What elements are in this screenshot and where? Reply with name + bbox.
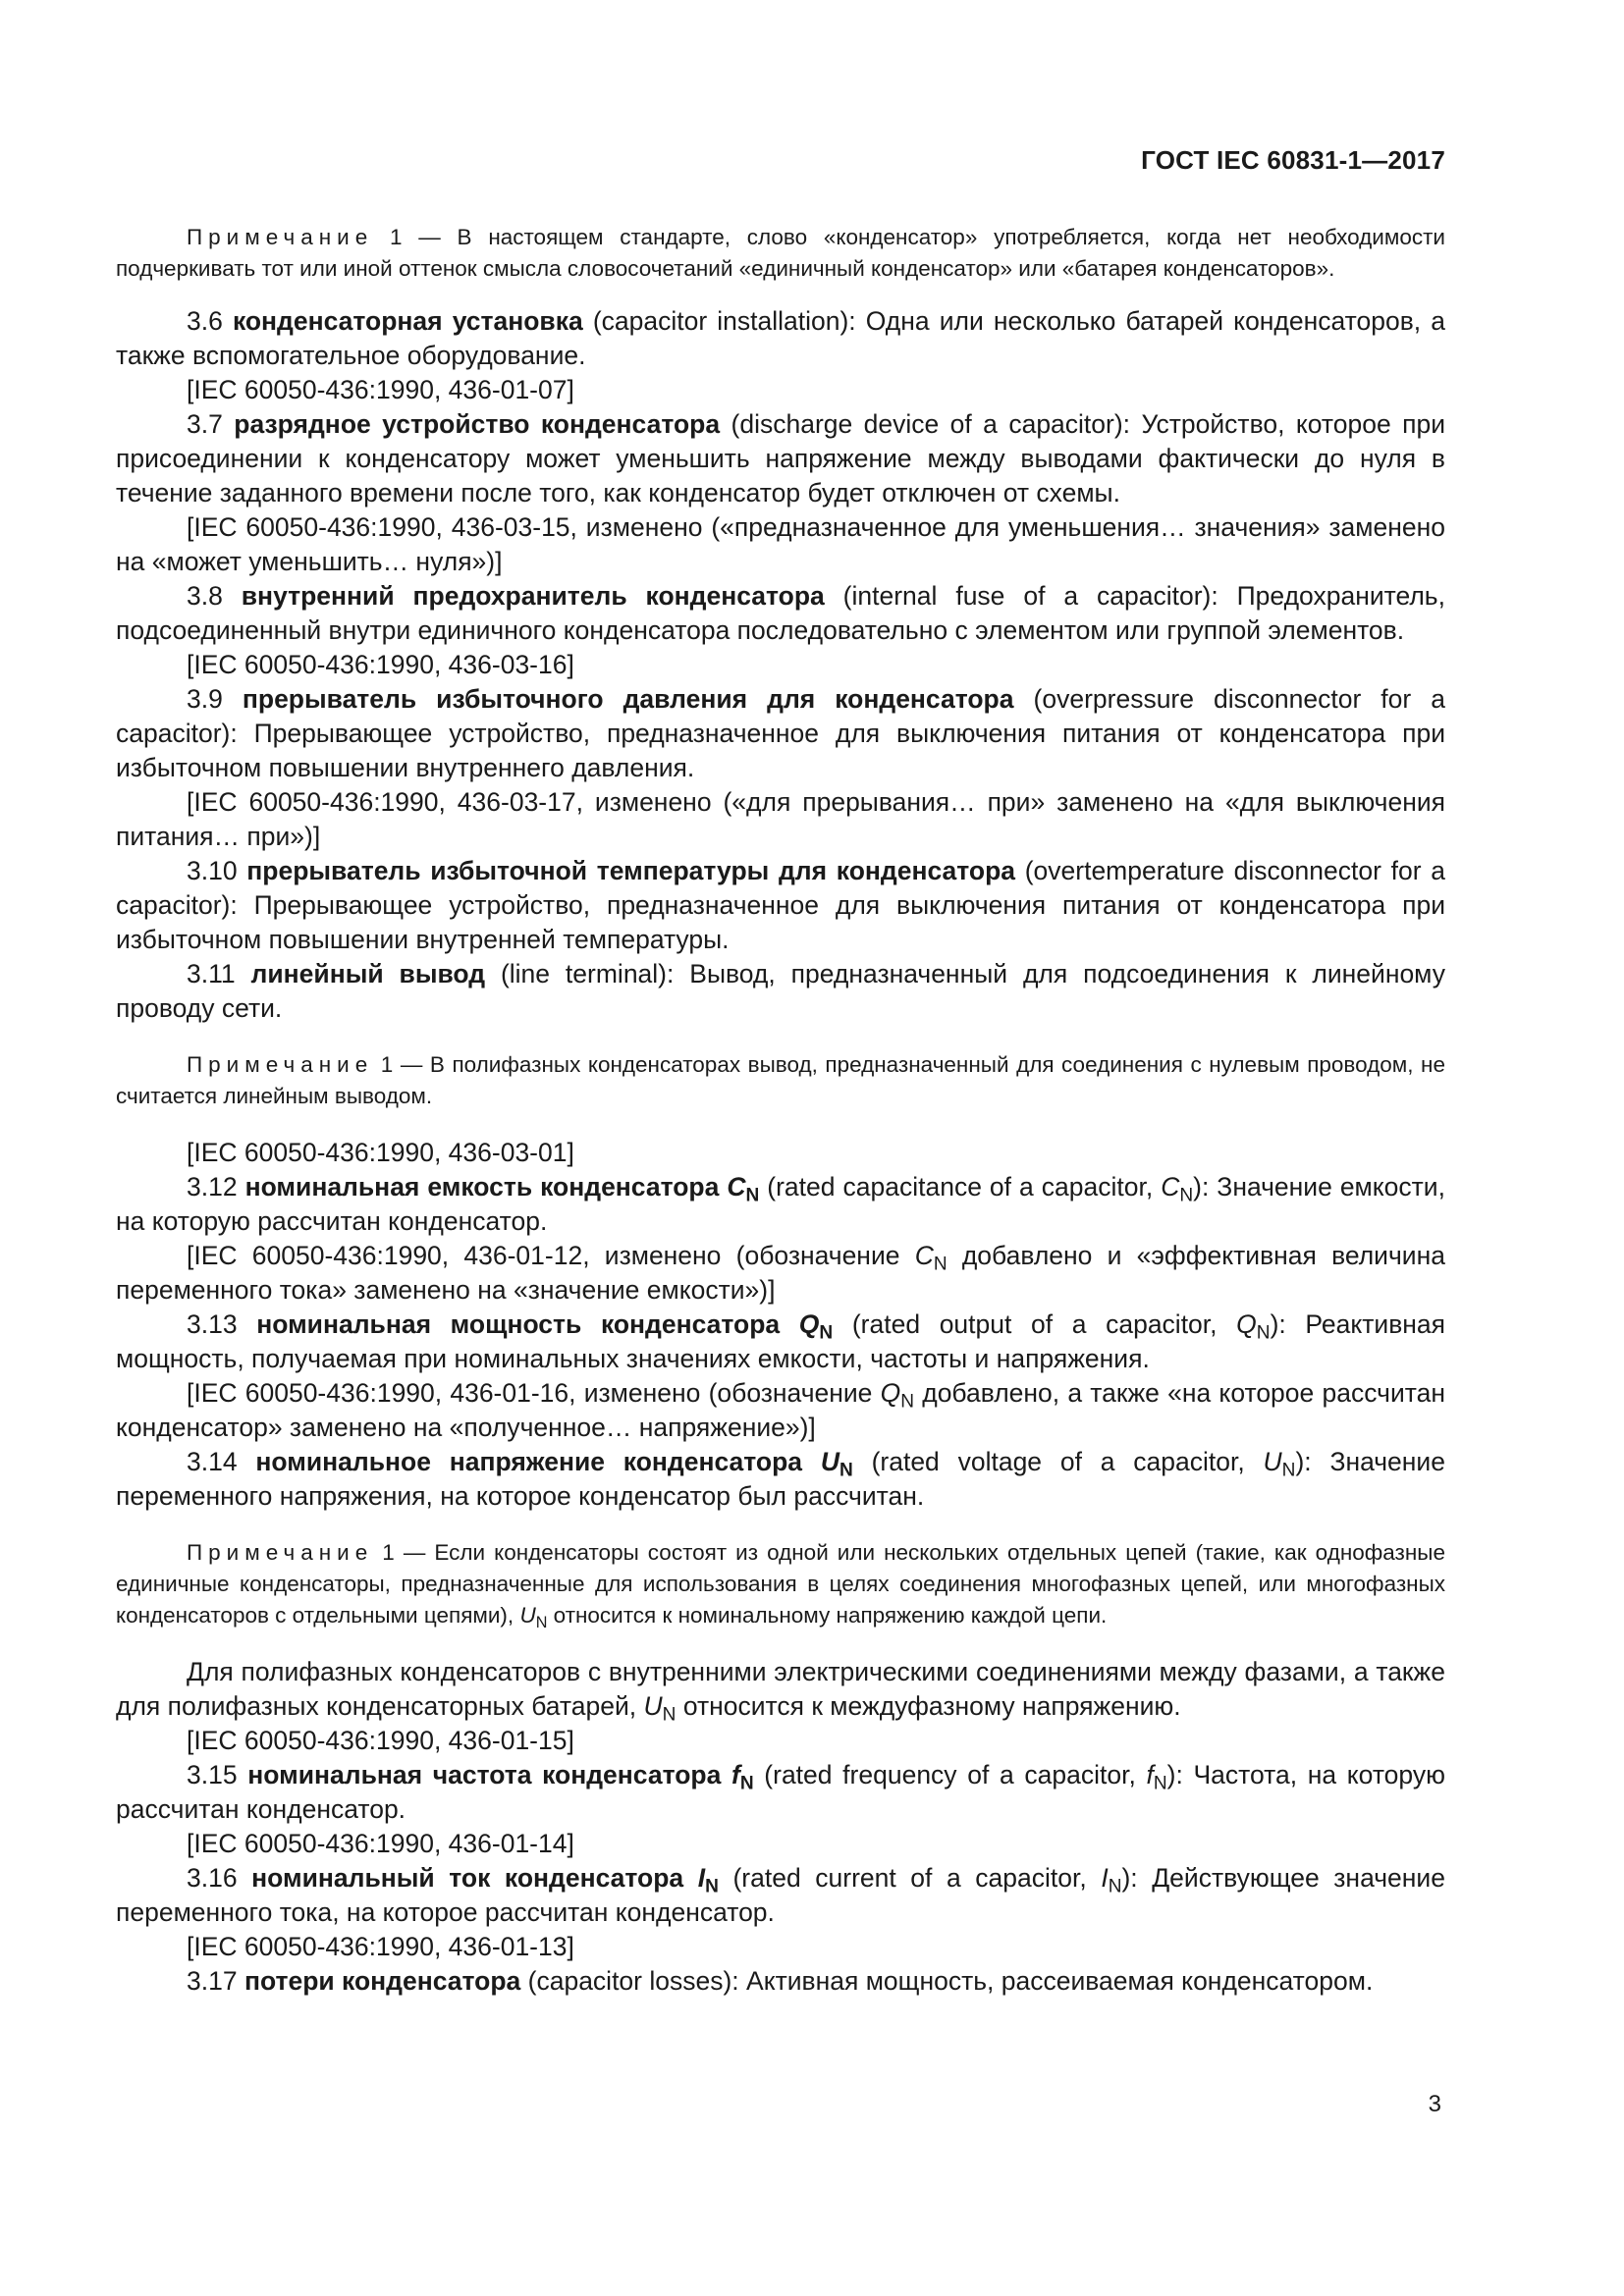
term-title: внутренний предохранитель конденсатора — [241, 581, 825, 611]
term-title: прерыватель избыточной температуры для конденсатора — [246, 856, 1015, 885]
ref-3-9: [IEC 60050-436:1990, 436-03-17, изменено («для прерывания… при» заменено на «для выключения питания… при»)] — [116, 787, 1445, 851]
note-3-11: Примечание 1 — В полифазных конденсаторах вывод, предназначенный для соединения с нулевым проводом, не считается линейным выводом. — [116, 1052, 1445, 1108]
ref-3-14: [IEC 60050-436:1990, 436-01-15] — [187, 1726, 574, 1755]
term-3-9: 3.9 прерыватель избыточного давления для конденсатора (overpressure disconnector for a capacitor): Прерывающее устройство, предназначенное для выключения питания от конденсатора при избыточном повышении внутреннего давления. — [116, 684, 1445, 782]
note-label: Примечание — [187, 225, 374, 249]
term-3-11: 3.11 линейный вывод (line terminal): Вывод, предназначенный для подсоединения к линейному проводу сети. — [116, 959, 1445, 1023]
term-title: линейный вывод — [250, 959, 486, 988]
ref-3-16: [IEC 60050-436:1990, 436-01-13] — [187, 1932, 574, 1961]
note-3-5: Примечание 1 — В настоящем стандарте, слово «конденсатор» употребляется, когда нет необходимости подчеркивать тот или иной оттенок смысла словосочетаний «единичный конденсатор» или «батарея конденсаторов». — [116, 225, 1445, 281]
term-title: конденсаторная установка — [232, 306, 583, 336]
term-title: номинальный ток конденсатора $I_N$ — [251, 1863, 719, 1897]
ref-3-15: [IEC 60050-436:1990, 436-01-14] — [187, 1829, 574, 1858]
term-3-14: 3.14 номинальное напряжение конденсатора $U_N$ (rated voltage of a capacitor, $U_N$): Значение переменного напряжения, на которое конденсатор был рассчитан. — [116, 1447, 1445, 1511]
term-3-16: 3.16 номинальный ток конденсатора $I_N$ (rated current of a capacitor, $I_N$): Действующее значение переменного тока, на которое рассчитан конденсатор. — [116, 1863, 1445, 1927]
ref-3-12: [IEC 60050-436:1990, 436-01-12, изменено (обозначение $C_N$ добавлено и «эффективная величина переменного тока» заменено на «значение емкости»)] — [116, 1241, 1445, 1305]
term-3-15: 3.15 номинальная частота конденсатора $f_N$ (rated frequency of a capacitor, $f_N$): Частота, на которую рассчитан конденсатор. — [116, 1760, 1445, 1824]
page-number: 3 — [1428, 2091, 1441, 2117]
term-3-6: 3.6 конденсаторная установка (capacitor installation): Одна или несколько батарей конденсаторов, а также вспомогательное оборудование. — [116, 306, 1445, 370]
ref-3-13: [IEC 60050-436:1990, 436-01-16, изменено (обозначение $Q_N$ добавлено, а также «на которое рассчитан конденсатор» заменено на «полученное… напряжение»)] — [116, 1378, 1445, 1442]
note-3-14: Примечание 1 — Если конденсаторы состоят из одной или нескольких отдельных цепей (такие, как однофазные единичные конденсаторы, предназначенные для использования в целях соединения многофазных цепей, или многофазных конденсаторов с отдельными цепями), $U_N$ относится к номинальному напряжению каждой цепи. — [116, 1540, 1445, 1631]
term-title: разрядное устройство конденсатора — [234, 409, 721, 439]
page-body — [116, 222, 1445, 1999]
ref-3-7: [IEC 60050-436:1990, 436-03-15, изменено («предназначенное для уменьшения… значения» заменено на «может уменьшить… нуля»)] — [116, 512, 1445, 576]
term-title: номинальная емкость конденсатора $C_N$ — [244, 1172, 760, 1206]
document-header: ГОСТ IEC 60831-1—2017 — [1141, 145, 1445, 175]
term-title: номинальное напряжение конденсатора $U_N$ — [255, 1447, 853, 1481]
term-3-7: 3.7 разрядное устройство конденсатора (discharge device of a capacitor): Устройство, которое при присоединении к конденсатору может уменьшить напряжение между выводами фактически до нуля в течение заданного времени после того, как конденсатор будет отключен от схемы. — [116, 409, 1445, 507]
term-title: номинальная частота конденсатора $f_N$ — [247, 1760, 754, 1794]
term-3-17: 3.17 потери конденсатора (capacitor losses): Активная мощность, рассеиваемая конденсатором. — [187, 1966, 1374, 1996]
term-title: прерыватель избыточного давления для конденсатора — [242, 684, 1014, 714]
term-3-10: 3.10 прерыватель избыточной температуры для конденсатора (overtemperature disconnector for a capacitor): Прерывающее устройство, предназначенное для выключения питания от конденсатора при избыточном повышении внутренней температуры. — [116, 856, 1445, 954]
term-title: номинальная мощность конденсатора $Q_N$ — [256, 1309, 834, 1344]
term-3-13: 3.13 номинальная мощность конденсатора $Q_N$ (rated output of a capacitor, $Q_N$): Реактивная мощность, получаемая при номинальных значениях емкости, частоты и напряжения. — [116, 1309, 1446, 1373]
term-3-12: 3.12 номинальная емкость конденсатора $C_N$ (rated capacitance of a capacitor, $C_N$): Значение емкости, на которую рассчитан конденсатор. — [116, 1172, 1445, 1236]
polyphase-paragraph: Для полифазных конденсаторов с внутренними электрическими соединениями между фазами, а также для полифазных конденсаторных батарей, $U_N$ относится к междуфазному напряжению. — [116, 1657, 1445, 1726]
ref-3-8: [IEC 60050-436:1990, 436-03-16] — [187, 650, 574, 679]
ref-3-6: [IEC 60050-436:1990, 436-01-07] — [187, 375, 574, 404]
term-3-8: 3.8 внутренний предохранитель конденсатора (internal fuse of a capacitor): Предохранитель, подсоединенный внутри единичного конденсатора последовательно с элементом или группой элементов. — [116, 581, 1445, 645]
term-title: потери конденсатора — [244, 1966, 521, 1996]
ref-3-11: [IEC 60050-436:1990, 436-03-01] — [187, 1138, 574, 1167]
